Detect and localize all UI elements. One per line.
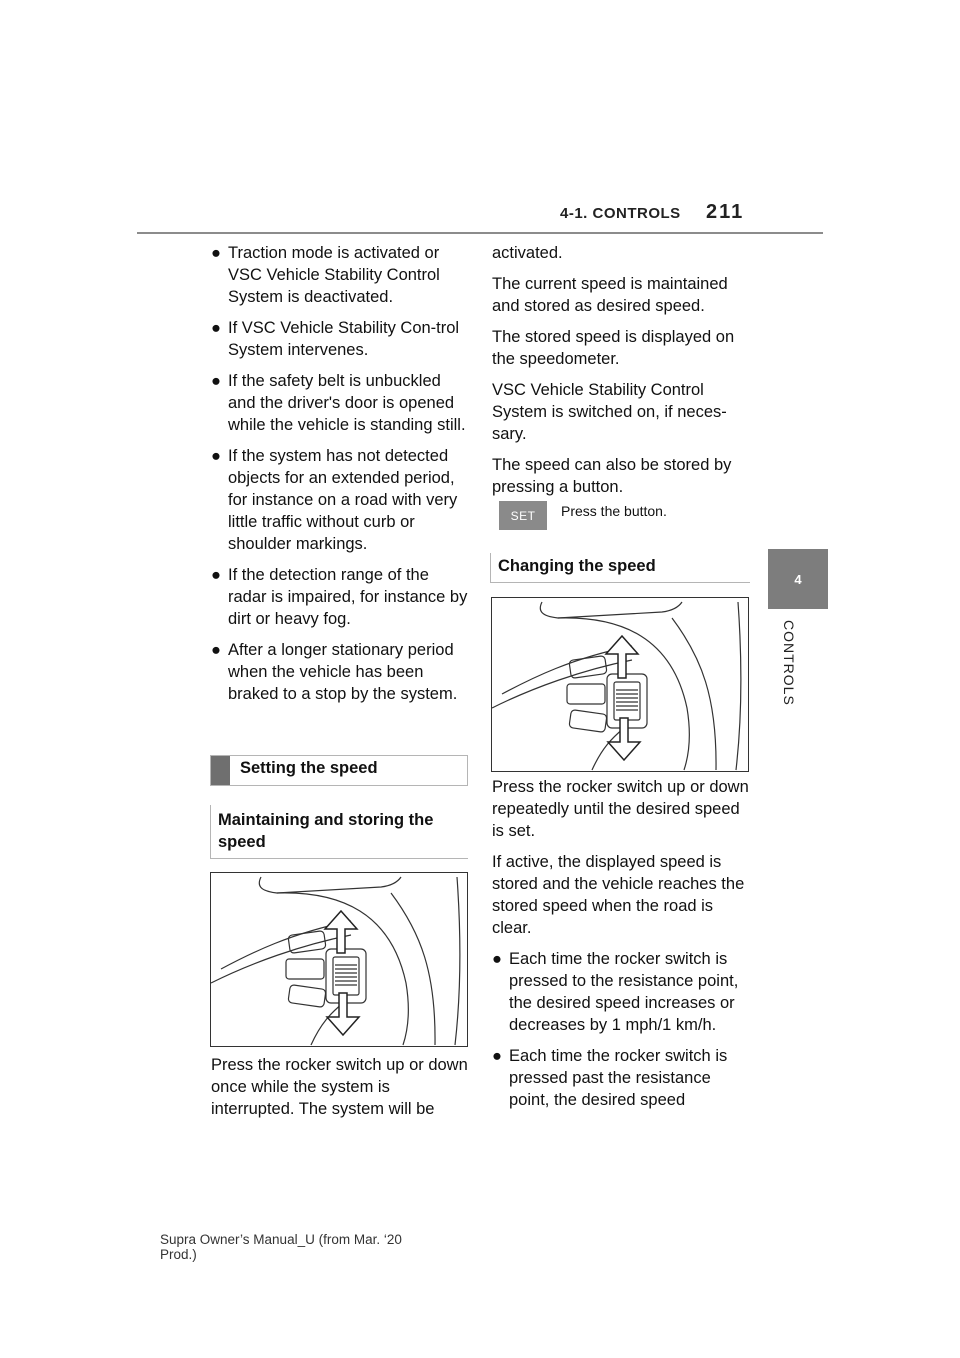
set-button-caption: Press the button. [561,503,667,519]
section-heading-text: Setting the speed [240,759,378,777]
list-item: ● If the detection range of the radar is impaired, for instance by dirt or heavy fog. [211,566,468,628]
bullet-icon: ● [211,319,221,337]
footer [160,1232,402,1262]
page-number: 211 [706,201,745,223]
right-paragraphs: activated. The current speed is maintained and stored as desired speed. The stored speed is displayed on the speedometer. VSC Vehicle Stability Control System is switched on, if neces-sary. The speed can also be stored by pressing a button. [492,244,735,496]
footer-line-1: Supra Owner’s Manual_U (from Mar. ‘20 [160,1232,402,1247]
subheading-maintaining: Maintaining and storing the speed [210,805,468,859]
list-item: ● If VSC Vehicle Stability Con-trol System intervenes. [211,319,460,359]
bullet-icon: ● [211,244,221,262]
bullet-icon: ● [211,447,221,465]
bullet-icon: ● [211,566,221,584]
header-divider [137,232,823,234]
heading-marker [211,756,230,785]
steering-rocker-illustration [210,872,468,1047]
set-button-icon: SET [499,501,547,530]
chapter-label: CONTROLS [781,620,797,706]
list-item: ● Each time the rocker switch is pressed to the resistance point, the desired speed increases or decreases by 1 mph/1 km/h. [492,950,739,1034]
section-heading [210,755,468,786]
chapter-number: 4 [794,571,802,587]
footer-line-2: Prod.) [160,1247,197,1262]
bullet-icon: ● [211,372,221,390]
list-item: ● Each time the rocker switch is pressed past the resistance point, the desired speed [492,1047,728,1109]
rocker-switch-icon [211,873,467,1046]
chapter-tab [768,549,828,609]
list-item: ● If the system has not detected objects for an extended period, for instance on a road with very little traffic without curb or shoulder markings. [211,447,458,553]
bullet-icon: ● [492,950,502,968]
list-item: ● If the safety belt is unbuckled and the driver's door is opened while the vehicle is standing still. [211,372,466,434]
section-title: 4-1. CONTROLS [560,205,681,222]
subheading-changing: Changing the speed [490,553,750,583]
list-item: ● Traction mode is activated or VSC Vehicle Stability Control System is deactivated. [211,244,440,306]
bullet-icon: ● [211,641,221,659]
steering-rocker-illustration-2 [491,597,749,772]
left-paragraph: Press the rocker switch up or down once while the system is interrupted. The system will be [211,1056,468,1118]
right-paragraphs-after: Press the rocker switch up or down repeatedly until the desired speed is set. If active, the displayed speed is stored and the vehicle reaches the stored speed when the road is clear. ● Each time the rocker switch is pressed to the resistance point, the desired speed increases or decreases by 1 mph/1 km/h. ● Each time the rocker switch is pressed past the resistance point, the desired speed [492,776,754,1120]
rocker-switch-icon [492,598,748,771]
left-bullet-list [211,242,471,714]
list-item: ● After a longer stationary period when the vehicle has been braked to a stop by the system. [211,641,458,703]
bullet-icon: ● [492,1047,502,1065]
